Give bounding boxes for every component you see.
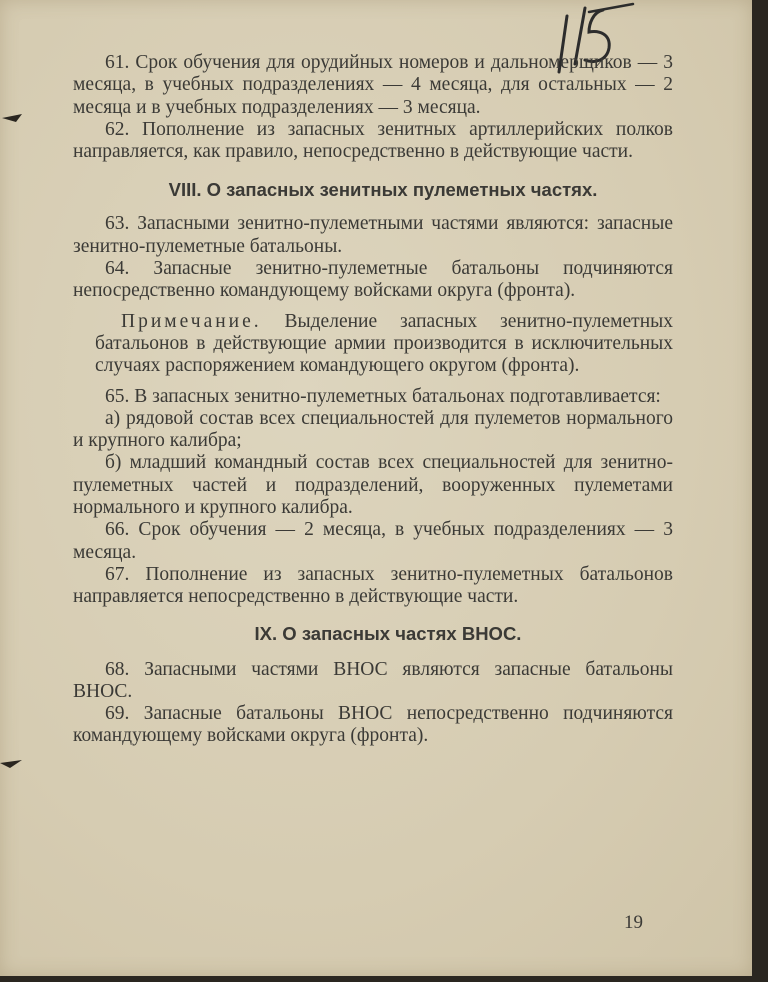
binding-hole-mark bbox=[2, 112, 24, 124]
paragraph-65a: а) рядовой состав всех специальностей для пулеметов нормального и крупного калибра; bbox=[73, 407, 673, 452]
paragraph-61: 61. Срок обучения для орудийных номеров и дальномерщиков — 3 месяца, в учебных подразделениях — 4 месяца, для остальных — 2 месяца и в учебных подразделениях — 3 месяца. bbox=[73, 52, 673, 118]
paragraph-62: 62. Пополнение из запасных зенитных артиллерийских полков направляется, как правило, непосредственно в действующие части. bbox=[73, 118, 673, 163]
paragraph-68: 68. Запасными частями ВНОС являются запасные батальоны ВНОС. bbox=[73, 658, 673, 702]
paragraph-65b: б) младший командный состав всех специальностей для зенитно-пулеметных частей и подразделений, вооруженных пулеметами нормального и крупного калибра. bbox=[73, 452, 673, 519]
paragraph-69: 69. Запасные батальоны ВНОС непосредственно подчиняются командующему войсками округа (фронта). bbox=[73, 703, 673, 747]
paragraph-63: 63. Запасными зенитно-пулеметными частями являются: запасные зенитно-пулеметные батальоны. bbox=[73, 213, 673, 257]
page-text bbox=[73, 52, 673, 748]
paragraph-67: 67. Пополнение из запасных зенитно-пулеметных батальонов направляется непосредственно в действующие части. bbox=[73, 563, 673, 608]
section-heading-viii: VIII. О запасных зенитных пулеметных частях. bbox=[168, 179, 598, 201]
page-number: 19 bbox=[624, 912, 643, 933]
paragraph-64: 64. Запасные зенитно-пулеметные батальоны подчиняются непосредственно командующему войсками округа (фронта). bbox=[73, 258, 673, 302]
paragraph-66: 66. Срок обучения — 2 месяца, в учебных подразделениях — 3 месяца. bbox=[73, 519, 673, 563]
binding-hole-mark bbox=[0, 756, 24, 770]
note-label: Примечание. bbox=[121, 310, 262, 332]
section-heading-ix: IX. О запасных частях ВНОС. bbox=[254, 622, 522, 644]
note-text: Выделение запасных зенитно-пулеметных батальонов в действующие армии производится в исключительных случаях распоряжением командующего округом (фронта). bbox=[95, 310, 673, 377]
paragraph-65: 65. В запасных зенитно-пулеметных батальонах подготавливается: bbox=[105, 385, 661, 407]
note-paragraph bbox=[73, 311, 673, 378]
